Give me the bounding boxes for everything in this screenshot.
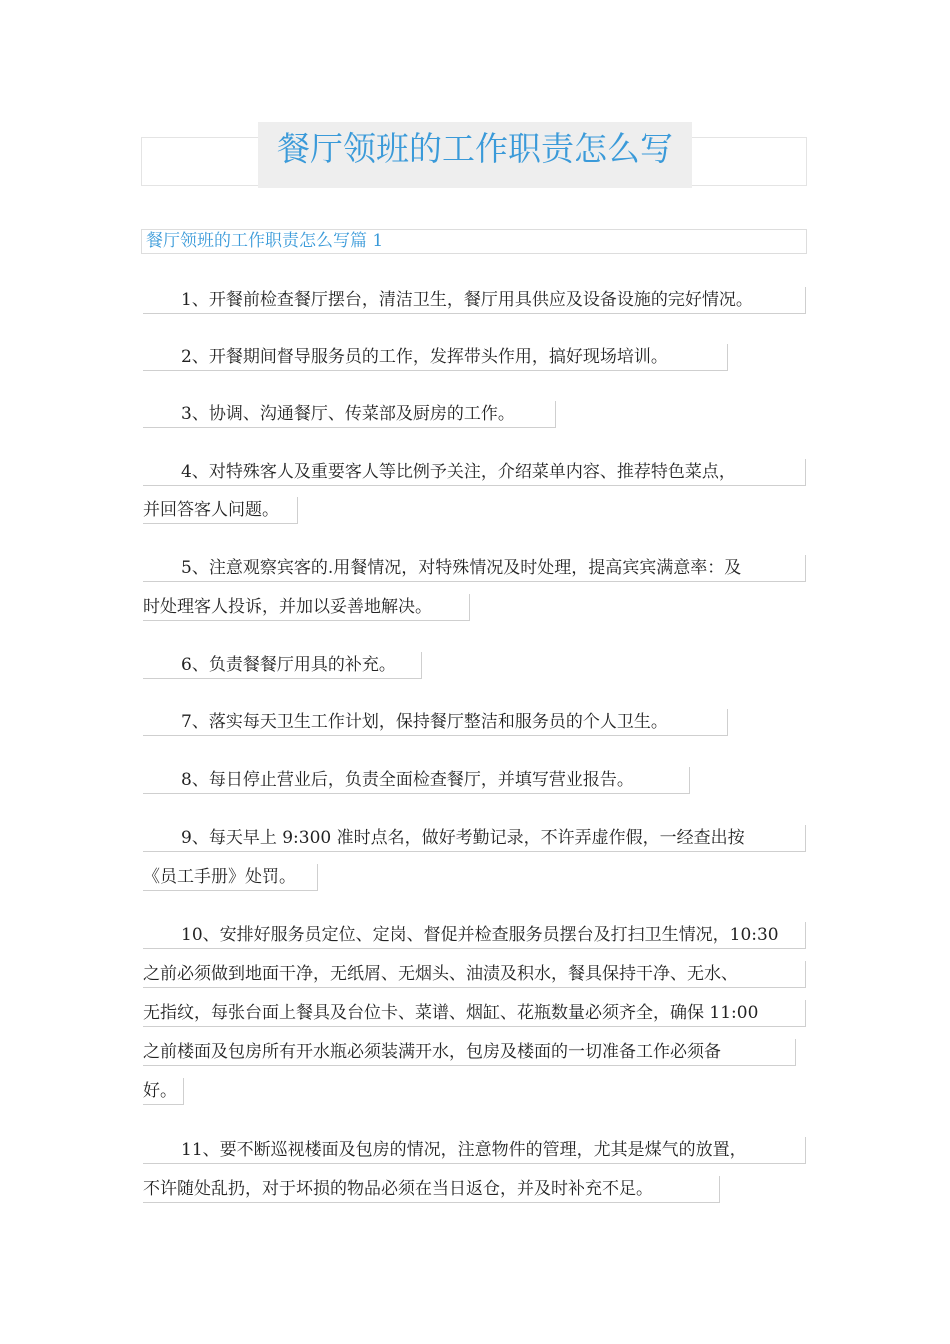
- paragraph-line: 之前必须做到地面干净，无纸屑、无烟头、油渍及积水，餐具保持干净、无水、: [143, 961, 806, 988]
- paragraph-line: 10、安排好服务员定位、定岗、督促并检查服务员摆台及打扫卫生情况，10:30: [143, 922, 806, 949]
- paragraph-line: 9、每天早上 9:300 准时点名，做好考勤记录，不许弄虚作假，一经查出按: [143, 825, 806, 852]
- paragraph-line: 6、负责餐餐厅用具的补充。: [143, 652, 422, 679]
- paragraph-line: 《员工手册》处罚。: [143, 864, 318, 891]
- paragraph-line: 不许随处乱扔，对于坏损的物品必须在当日返仓，并及时补充不足。: [143, 1176, 720, 1203]
- paragraph-line: 好。: [143, 1078, 184, 1105]
- paragraph-line: 2、开餐期间督导服务员的工作，发挥带头作用，搞好现场培训。: [143, 344, 728, 371]
- paragraph-line: 并回答客人问题。: [143, 497, 298, 524]
- paragraph-line: 8、每日停止营业后，负责全面检查餐厅，并填写营业报告。: [143, 767, 690, 794]
- paragraph-line: 3、协调、沟通餐厅、传菜部及厨房的工作。: [143, 401, 556, 428]
- paragraph-line: 7、落实每天卫生工作计划，保持餐厅整洁和服务员的个人卫生。: [143, 709, 728, 736]
- page-title: 餐厅领班的工作职责怎么写: [277, 129, 673, 168]
- paragraph-line: 4、对特殊客人及重要客人等比例予关注，介绍菜单内容、推荐特色菜点，: [143, 459, 806, 486]
- paragraph-line: 之前楼面及包房所有开水瓶必须装满开水，包房及楼面的一切准备工作必须备: [143, 1039, 796, 1066]
- paragraph-line: 无指纹，每张台面上餐具及台位卡、菜谱、烟缸、花瓶数量必须齐全，确保 11:00: [143, 1000, 806, 1027]
- paragraph-line: 11、要不断巡视楼面及包房的情况，注意物件的管理，尤其是煤气的放置，: [143, 1137, 806, 1164]
- paragraph-line: 时处理客人投诉，并加以妥善地解决。: [143, 594, 470, 621]
- paragraph-line: 5、注意观察宾客的.用餐情况，对特殊情况及时处理，提高宾宾满意率：及: [143, 555, 806, 582]
- section-heading: 餐厅领班的工作职责怎么写篇 1: [146, 231, 384, 251]
- paragraph-line: 1、开餐前检查餐厅摆台，清洁卫生，餐厅用具供应及设备设施的完好情况。: [143, 287, 806, 314]
